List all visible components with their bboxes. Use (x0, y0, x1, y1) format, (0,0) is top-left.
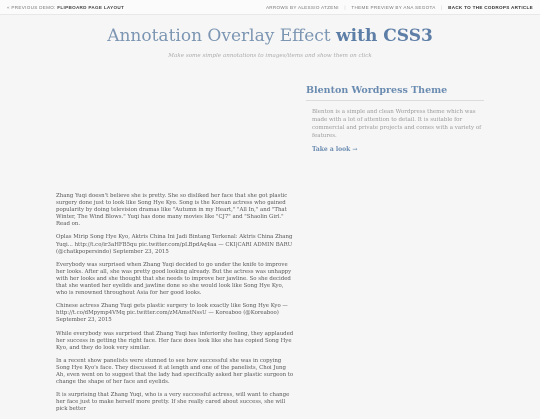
article-paragraph: It is surprising that Zhang Yuqi, who is a very successful actress, will want to change her face just to make herself more pretty. If she really cared about success, she will pick better (56, 392, 290, 413)
arrows-credit-link[interactable]: ARROWS BY ALESSIO ATZENI (265, 5, 339, 10)
take-a-look-link[interactable]: Take a look → (312, 146, 358, 153)
previous-demo-prefix: « PREVIOUS DEMO: (7, 5, 56, 10)
article-content (56, 193, 296, 419)
theme-promo (306, 85, 484, 175)
previous-demo (7, 5, 124, 10)
theme-promo-title[interactable]: Blenton Wordpress Theme (306, 85, 484, 101)
article-paragraph: Chinese actress Zhang Yuqi gets plastic surgery to look exactly like Song Hye Kyo — http://t.co/dMpymp4VMq pic.twitter.com/zMAmstNssU — Koreaboo (@Koreaboo) September 23, 2015 (56, 303, 288, 324)
divider: | (344, 5, 346, 10)
page-title-bold: with CSS3 (336, 26, 433, 46)
page-title-plain: Annotation Overlay Effect (107, 26, 331, 46)
article-paragraph: Everybody was surprised when Zhang Yuqi decided to go under the knife to improve her looks. After all, she was pretty good looking already. But the actress was unhappy with her looks and she thought that she needs to improve her jawline. So she decided that she wanted her eyelids and jawline done so she would look like Song Hye Kyo, who is renowned throughout Asia for her good looks. (56, 261, 292, 297)
article-paragraph: Zhang Yuqi doesn't believe she is pretty. She so disliked her face that she got plastic surgery done just to look like Song Hye Kyo. Song is the Korean actress who gained popularity by doing television dramas like "Autumn in my Heart," "All In," and "That Winter, The Wind Blows." Yuqi has done many movies like "CJ7" and "Shaolin Girl." Read on. (56, 193, 288, 228)
top-links (266, 5, 533, 10)
theme-preview-link[interactable]: THEME PREVIEW BY ANA SEGOTA (351, 5, 436, 10)
previous-demo-link[interactable]: FLIPBOARD PAGE LAYOUT (57, 5, 125, 10)
article-paragraph: Oplas Mirip Song Hye Kyo, Aktris China Ini Jadi Bintang Terkenal: Aktris China Zhang Yuqi... http://t.co/ir3aHFB5qu pic.twitter.com/pLBpdAq4aa — CKI|CARI ADMIN BARU (@chatkpopersindo) September 23, 2015 (56, 234, 293, 255)
divider: | (441, 5, 443, 10)
theme-promo-description: Blenton is a simple and clean Wordpress theme which was made with a lot of attention to detail. It is suitable for commercial and private projects and comes with a variety of features. (312, 109, 482, 139)
page-title (0, 26, 540, 46)
top-bar (0, 0, 540, 15)
back-to-article-link[interactable]: BACK TO THE CODROPS ARTICLE (448, 5, 533, 10)
article-paragraph: While everybody was surprised that Zhang Yuqi has inferiority feeling, they applauded her success in getting the right face. Her face does look like she has copied Song Hye Kyo, and they do look very similar. (56, 330, 294, 351)
page-subtitle: Make some simple annotations to images/items and show them on click (168, 53, 372, 59)
article-paragraph: In a recent show panelists were stunned to see how successful she was in copying Song Hye Kyo's face. They discussed it at length and one of the panelists, Choi Jung Ah, even went on to suggest that the lady had specifically asked her plastic surgeon to change the shape of her face and eyelids. (56, 357, 294, 386)
